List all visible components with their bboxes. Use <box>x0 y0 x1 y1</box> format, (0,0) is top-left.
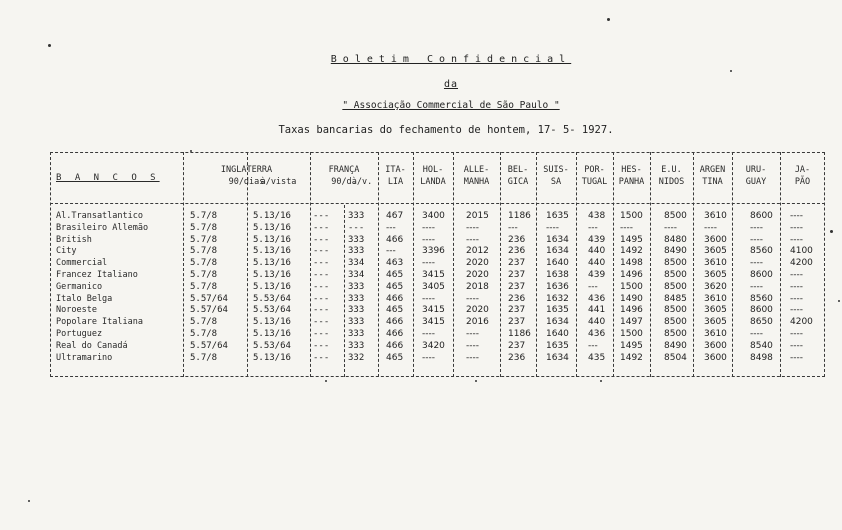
scan-speck <box>600 380 602 382</box>
rate-cell: 1500 <box>620 281 643 292</box>
rate-cell: ---- <box>790 305 803 316</box>
rate-cell: 8480 <box>664 234 687 245</box>
bank-name: British <box>56 234 92 245</box>
rate-cell: 333 <box>348 329 365 339</box>
rate-cell: 333 <box>348 293 365 304</box>
rate-cell: ---- <box>620 222 633 233</box>
rate-cell: 8485 <box>664 293 687 304</box>
rate-cell: 3610 <box>704 211 727 221</box>
bank-name: Italo Belga <box>56 293 113 304</box>
rate-cell: 436 <box>588 293 606 304</box>
rate-cell: 5.13/16 <box>253 270 291 280</box>
rate-cell: 441 <box>588 305 606 316</box>
rate-cell: --- <box>386 246 396 257</box>
rate-cell: 1500 <box>620 211 643 221</box>
scan-speck <box>28 500 30 502</box>
rate-cell: ---- <box>790 293 803 304</box>
bank-name: Noroeste <box>56 305 97 316</box>
rate-cell: 5.53/64 <box>253 293 291 304</box>
rate-cell: 5.7/8 <box>190 352 218 363</box>
rate-cell: 8560 <box>750 246 773 257</box>
rate-cell: 334 <box>348 270 365 280</box>
rate-cell: 3420 <box>422 340 445 351</box>
rate-cell: ---- <box>422 329 435 339</box>
rate-cell: 465 <box>386 305 404 316</box>
rate-cell: 2016 <box>466 317 489 328</box>
rate-cell: 465 <box>386 352 404 363</box>
rate-cell: 4100 <box>790 246 813 257</box>
rate-cell: 8560 <box>750 293 773 304</box>
rate-cell: ---- <box>664 222 677 233</box>
rate-cell: ---- <box>750 281 763 292</box>
rate-cell: 5.13/16 <box>253 352 291 363</box>
rate-cell: 8500 <box>664 270 687 280</box>
rate-cell: 1640 <box>546 258 569 269</box>
rate-cell: ---- <box>422 258 435 269</box>
rate-cell: 5.7/8 <box>190 270 218 280</box>
rate-cell: 465 <box>386 270 404 280</box>
rate-cell: 5.7/8 <box>190 246 218 257</box>
bank-name: Ultramarino <box>56 352 113 363</box>
rate-cell: 3396 <box>422 246 445 257</box>
column-header-sui: SUIS- SA <box>543 165 569 187</box>
rate-cell: 466 <box>386 317 404 328</box>
rate-cell: 465 <box>386 281 404 292</box>
rate-cell: ---- <box>422 293 435 304</box>
rate-cell: ---- <box>422 234 435 245</box>
rate-cell: 4200 <box>790 317 813 328</box>
column-header-hol: HOL- LANDA <box>420 165 446 187</box>
rate-cell: 2012 <box>466 246 489 257</box>
rate-cell: 3605 <box>704 317 727 328</box>
rate-cell: 8600 <box>750 211 773 221</box>
rate-cell: 1496 <box>620 305 643 316</box>
rate-cell: 440 <box>588 258 606 269</box>
rate-cell: ---- <box>790 222 803 233</box>
rate-cell: 8600 <box>750 270 773 280</box>
document-title: Boletim Confidencial <box>330 54 572 65</box>
rate-cell: --- <box>588 340 598 351</box>
rate-cell: --- <box>588 281 598 292</box>
rate-cell: 2018 <box>466 281 489 292</box>
column-header-hes: HES- PANHA <box>618 165 645 187</box>
column-header-fr_vista: à/v. <box>351 177 373 187</box>
rate-cell: 3600 <box>704 352 727 363</box>
rate-cell: 332 <box>348 352 365 363</box>
rate-cell: 1638 <box>546 270 569 280</box>
rate-cell: 2020 <box>466 258 489 269</box>
rate-cell: --- <box>313 281 330 292</box>
rate-cell: 1186 <box>508 211 531 221</box>
rate-cell: 5.7/8 <box>190 317 218 328</box>
rate-cell: 5.53/64 <box>253 340 291 351</box>
scan-speck <box>190 150 192 152</box>
rate-cell: 467 <box>386 211 404 221</box>
rate-cell: 3415 <box>422 305 445 316</box>
rate-cell: 3415 <box>422 317 445 328</box>
bank-name: Brasileiro Allemão <box>56 222 149 233</box>
rate-cell: 3610 <box>704 258 727 269</box>
rate-cell: 236 <box>508 293 526 304</box>
column-header-uru: URU- GUAY <box>745 165 767 187</box>
rate-cell: --- <box>313 246 330 257</box>
rate-cell: 5.7/8 <box>190 234 218 245</box>
rate-cell: 5.13/16 <box>253 317 291 328</box>
rate-cell: 5.13/16 <box>253 211 291 221</box>
rate-cell: 4200 <box>790 258 813 269</box>
column-header-eu: E.U. NIDOS <box>658 165 685 187</box>
rate-cell: 1640 <box>546 329 569 339</box>
rate-cell: 3610 <box>704 329 727 339</box>
rate-cell: 3405 <box>422 281 445 292</box>
rate-cell: 237 <box>508 281 526 292</box>
document-sub: da <box>443 79 459 90</box>
rate-cell: 466 <box>386 340 404 351</box>
rate-cell: ---- <box>750 329 763 339</box>
scan-speck <box>730 70 732 72</box>
rate-cell: 1492 <box>620 352 643 363</box>
column-header-jap: JA- PÃO <box>794 165 811 187</box>
rate-cell: 8504 <box>664 352 687 363</box>
rate-cell: ---- <box>466 293 479 304</box>
scan-speck <box>325 380 327 382</box>
rate-cell: 8500 <box>664 305 687 316</box>
rate-cell: 3600 <box>704 340 727 351</box>
rate-cell: 439 <box>588 270 606 280</box>
rate-cell: 237 <box>508 317 526 328</box>
rate-cell: 333 <box>348 281 365 292</box>
rate-cell: 1635 <box>546 340 569 351</box>
rate-cell: --- <box>313 211 330 221</box>
rate-cell: 5.13/16 <box>253 246 291 257</box>
rate-cell: 8500 <box>664 329 687 339</box>
rate-cell: --- <box>313 258 330 269</box>
bank-name: Francez Italiano <box>56 270 138 280</box>
rate-cell: ---- <box>466 222 479 233</box>
rate-cell: 1495 <box>620 234 643 245</box>
rate-cell: ---- <box>466 234 479 245</box>
rate-cell: 1186 <box>508 329 531 339</box>
rate-cell: --- <box>313 317 330 328</box>
rate-cell: 5.57/64 <box>190 340 228 351</box>
rate-cell: 8498 <box>750 352 773 363</box>
rate-cell: 333 <box>348 234 365 245</box>
association-name: " Associação Commercial de São Paulo " <box>342 100 560 111</box>
rate-cell: --- <box>588 222 598 233</box>
rate-cell: ---- <box>790 340 803 351</box>
rate-cell: 237 <box>508 305 526 316</box>
rate-cell: ---- <box>466 352 479 363</box>
rate-cell: 1498 <box>620 258 643 269</box>
column-header-bancos: B A N C O S <box>56 173 160 183</box>
rate-cell: 8500 <box>664 317 687 328</box>
bank-name: Commercial <box>56 258 108 269</box>
rate-cell: 436 <box>588 329 606 339</box>
rate-cell: ---- <box>790 281 803 292</box>
rate-cell: --- <box>313 270 330 280</box>
column-header-por: POR- TUGAL <box>581 165 608 187</box>
scan-speck <box>838 300 840 302</box>
column-header-ita: ITA- LIA <box>385 165 406 187</box>
rates-subtitle: Taxas bancarias do fechamento de hontem, 17- 5- 1927. <box>278 124 614 136</box>
header-separator <box>50 203 825 204</box>
rate-cell: 8600 <box>750 305 773 316</box>
rate-cell: 5.53/64 <box>253 305 291 316</box>
rate-cell: 236 <box>508 246 526 257</box>
rate-cell: 5.7/8 <box>190 281 218 292</box>
rate-cell: --- <box>313 305 330 316</box>
rate-cell: 440 <box>588 317 606 328</box>
rate-cell: ---- <box>546 222 559 233</box>
rate-cell: ---- <box>790 211 803 221</box>
rate-cell: --- <box>313 352 330 363</box>
rate-cell: 5.7/8 <box>190 329 218 339</box>
rate-cell: 439 <box>588 234 606 245</box>
rate-cell: 8650 <box>750 317 773 328</box>
rate-cell: ---- <box>704 222 717 233</box>
bank-name: Al.Transatlantico <box>56 211 143 221</box>
rate-cell: 435 <box>588 352 606 363</box>
rate-cell: ---- <box>750 234 763 245</box>
rate-cell: 2020 <box>466 270 489 280</box>
rate-cell: --- <box>313 234 330 245</box>
rate-cell: 5.7/8 <box>190 222 218 233</box>
rate-cell: ---- <box>750 222 763 233</box>
rate-cell: 3600 <box>704 234 727 245</box>
bank-name: Popolare Italiana <box>56 317 143 328</box>
rate-cell: 1495 <box>620 340 643 351</box>
rate-cell: --- <box>313 293 330 304</box>
rate-cell: 237 <box>508 270 526 280</box>
column-header-fr_90: FRANÇA 90/d. <box>328 165 360 187</box>
rate-cell: 1632 <box>546 293 569 304</box>
rate-cell: 3610 <box>704 293 727 304</box>
rate-cell: 1635 <box>546 211 569 221</box>
scan-speck <box>48 44 51 47</box>
rate-cell: ---- <box>790 234 803 245</box>
rate-cell: 440 <box>588 246 606 257</box>
rate-cell: 5.13/16 <box>253 222 291 233</box>
rate-cell: ---- <box>790 352 803 363</box>
rate-cell: ---- <box>466 340 479 351</box>
rate-cell: 466 <box>386 234 404 245</box>
rate-cell: 5.57/64 <box>190 293 228 304</box>
rate-cell: 466 <box>386 293 404 304</box>
rate-cell: ---- <box>422 222 435 233</box>
rate-cell: 5.7/8 <box>190 211 218 221</box>
rate-cell: 1635 <box>546 305 569 316</box>
rate-cell: 5.13/16 <box>253 281 291 292</box>
rate-cell: 334 <box>348 258 365 269</box>
rate-cell: ---- <box>790 329 803 339</box>
rate-cell: 3415 <box>422 270 445 280</box>
rate-cell: 5.7/8 <box>190 258 218 269</box>
rate-cell: 1634 <box>546 317 569 328</box>
rate-cell: 3605 <box>704 305 727 316</box>
rate-cell: 466 <box>386 329 404 339</box>
rate-cell: 5.13/16 <box>253 258 291 269</box>
rate-cell: 1497 <box>620 317 643 328</box>
rate-cell: 8500 <box>664 258 687 269</box>
column-divider <box>344 205 345 377</box>
rate-cell: ---- <box>750 258 763 269</box>
rate-cell: 333 <box>348 317 365 328</box>
rate-cell: 1490 <box>620 293 643 304</box>
rate-cell: 1636 <box>546 281 569 292</box>
rate-cell: --- <box>313 222 330 233</box>
bank-name: Germanico <box>56 281 103 292</box>
rate-cell: 1496 <box>620 270 643 280</box>
column-header-ing_vista: à/vista <box>260 177 297 187</box>
rate-cell: 237 <box>508 340 526 351</box>
column-header-arg: ARGEN TINA <box>699 165 726 187</box>
rate-cell: 333 <box>348 305 365 316</box>
rate-cell: 333 <box>348 211 365 221</box>
rate-cell: 237 <box>508 258 526 269</box>
rate-cell: 8540 <box>750 340 773 351</box>
rate-cell: 5.57/64 <box>190 305 228 316</box>
bank-name: City <box>56 246 77 257</box>
column-header-ale: ALLE- MANHA <box>463 165 490 187</box>
scan-speck <box>475 380 477 382</box>
rate-cell: 333 <box>348 340 365 351</box>
rate-cell: 3400 <box>422 211 445 221</box>
rate-cell: 236 <box>508 234 526 245</box>
scan-speck <box>830 230 833 233</box>
rate-cell: 2020 <box>466 305 489 316</box>
column-header-ing_90: INGLATERRA 90/dias <box>220 165 273 187</box>
rate-cell: 8490 <box>664 246 687 257</box>
rate-cell: --- <box>348 222 365 233</box>
rate-cell: --- <box>508 222 518 233</box>
rate-cell: 1492 <box>620 246 643 257</box>
rate-cell: --- <box>313 340 330 351</box>
scan-speck <box>607 18 610 21</box>
rate-cell: 2015 <box>466 211 489 221</box>
rate-cell: 463 <box>386 258 404 269</box>
rate-cell: 1634 <box>546 234 569 245</box>
bank-name: Portuguez <box>56 329 103 339</box>
rate-cell: 1634 <box>546 352 569 363</box>
rate-cell: 3620 <box>704 281 727 292</box>
rate-cell: 5.13/16 <box>253 329 291 339</box>
rate-cell: 1634 <box>546 246 569 257</box>
rate-cell: --- <box>386 222 396 233</box>
rate-cell: 333 <box>348 246 365 257</box>
rate-cell: ---- <box>422 352 435 363</box>
rate-cell: 3605 <box>704 246 727 257</box>
column-header-bel: BEL- GICA <box>507 165 529 187</box>
rate-cell: 1500 <box>620 329 643 339</box>
rate-cell: 438 <box>588 211 606 221</box>
rate-cell: 236 <box>508 352 526 363</box>
rate-cell: --- <box>313 329 330 339</box>
rate-cell: 8490 <box>664 340 687 351</box>
rate-cell: 8500 <box>664 211 687 221</box>
rate-cell: ---- <box>466 329 479 339</box>
rate-cell: ---- <box>790 270 803 280</box>
rate-cell: 3605 <box>704 270 727 280</box>
rate-cell: 8500 <box>664 281 687 292</box>
bank-name: Real do Canadá <box>56 340 128 351</box>
rate-cell: 5.13/16 <box>253 234 291 245</box>
